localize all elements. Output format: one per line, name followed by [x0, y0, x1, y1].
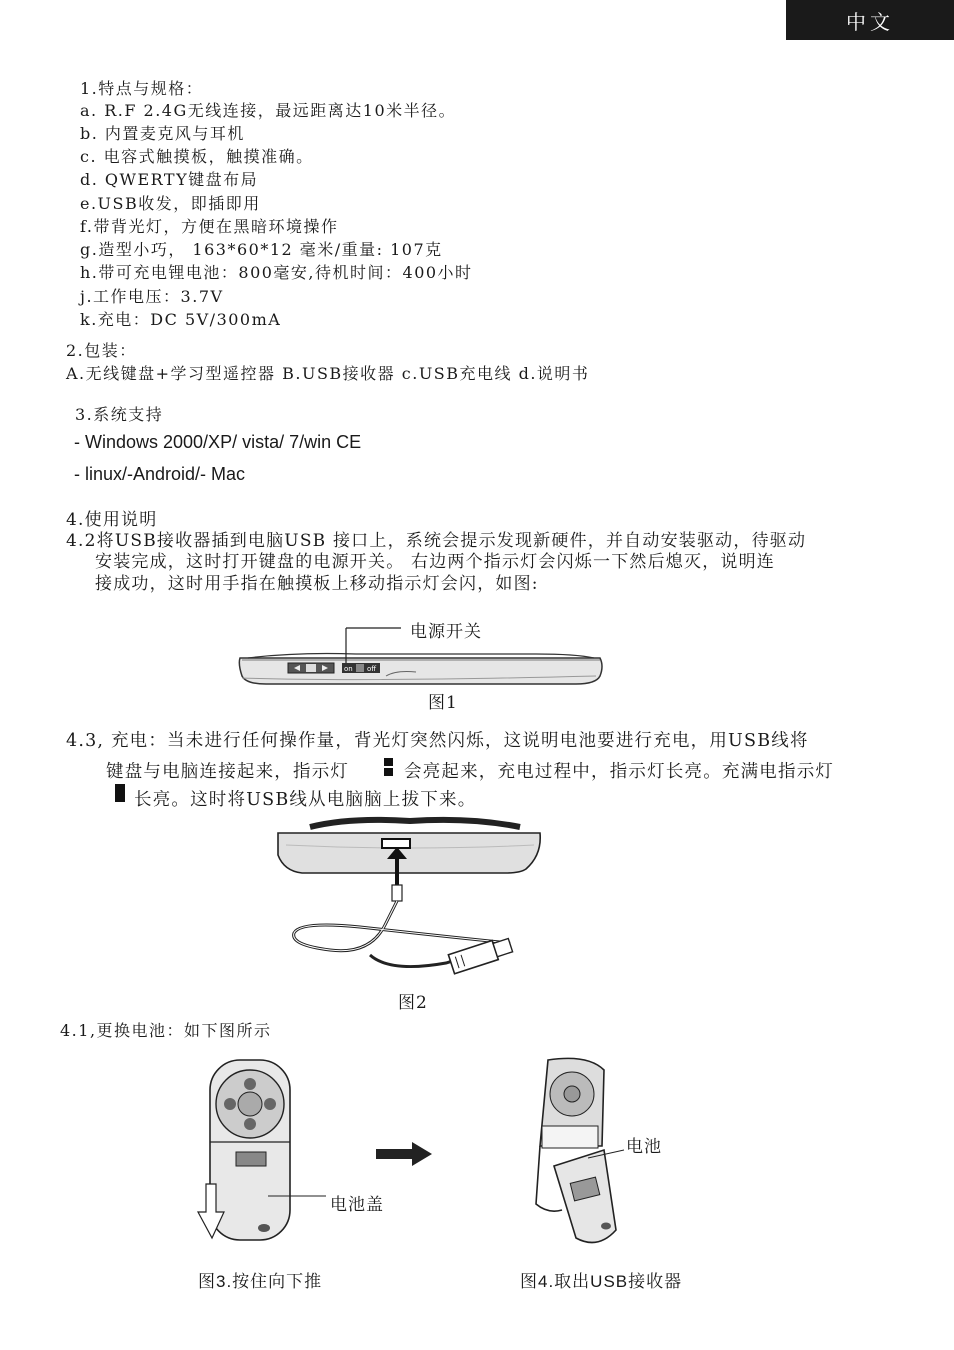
spec-item: d. QWERTY键盘布局	[80, 170, 259, 189]
spec-item: j.工作电压：3.7V	[80, 287, 224, 306]
power-switch-label: 电源开关	[410, 622, 482, 642]
language-tab: 中文	[786, 0, 954, 40]
spec-item: g.造型小巧， 163*60*12 毫米/重量: 107克	[80, 240, 443, 259]
spec-item: e.USB收发，即插即用	[80, 194, 261, 213]
figure4-remote-open	[518, 1054, 638, 1250]
spec-item: b. 内置麦克风与耳机	[80, 124, 245, 143]
charging-line: 键盘与电脑连接起来，指示灯	[106, 762, 350, 782]
spec-item: a. R.F 2.4G无线连接，最远距离达10米半径。	[80, 101, 457, 120]
instruction-line: 4.2将USB接收器插到电脑USB 接口上，系统会提示发现新硬件，并自动安装驱动，待驱动	[66, 531, 807, 551]
battery-replace-title: 4.1,更换电池：如下图所示	[60, 1021, 272, 1040]
spec-item: h.带可充电锂电池：800毫安,待机时间：400小时	[80, 263, 473, 282]
battery-label: 电池	[626, 1137, 662, 1157]
switch-off-label: off	[367, 665, 377, 673]
arrow-right-icon	[376, 1142, 436, 1166]
package-contents: A.无线键盘+学习型遥控器 B.USB接收器 c.USB充电线 d.说明书	[66, 364, 590, 383]
instruction-line: 接成功，这时用手指在触摸板上移动指示灯会闪，如图:	[95, 574, 539, 594]
switch-on-label: on	[344, 665, 353, 673]
spec-item: k.充电：DC 5V/300mA	[80, 310, 282, 329]
figure3-caption: 图3.按住向下推	[198, 1272, 323, 1291]
figure4-caption: 图4.取出USB接收器	[520, 1272, 683, 1291]
indicator-led-solid-icon	[114, 782, 128, 806]
battery-cover-label: 电池盖	[330, 1195, 384, 1215]
os-support-item: - Windows 2000/XP/ vista/ 7/win CE	[74, 432, 362, 452]
spec-item: c. 电容式触摸板，触摸准确。	[80, 147, 314, 166]
os-support-item: - linux/-Android/- Mac	[74, 464, 246, 484]
instruction-line: 安装完成，这时打开键盘的电源开关。 右边两个指示灯会闪烁一下然后熄灭，说明连	[95, 552, 776, 572]
charging-line: 长亮。这时将USB线从电脑脑上拔下来。	[134, 790, 477, 810]
figure2-usb-charging	[270, 815, 550, 985]
spec-item: f.带背光灯，方便在黑暗环境操作	[80, 217, 339, 236]
section3-title: 3.系统支持	[75, 405, 164, 424]
figure1-caption: 图1	[428, 693, 458, 713]
indicator-led-icon	[382, 756, 396, 780]
figure3-remote-back	[188, 1056, 328, 1246]
charging-line: 会亮起来，充电过程中，指示灯长亮。充满电指示灯	[404, 762, 835, 782]
section2-title: 2.包装：	[66, 341, 137, 360]
charging-line: 4.3, 充电：当未进行任何操作量，背光灯突然闪烁，这说明电池要进行充电，用USB线将	[66, 731, 809, 751]
figure2-caption: 图2	[398, 993, 428, 1013]
section1-title: 1.特点与规格：	[80, 79, 204, 98]
section4-title: 4.使用说明	[66, 510, 158, 530]
